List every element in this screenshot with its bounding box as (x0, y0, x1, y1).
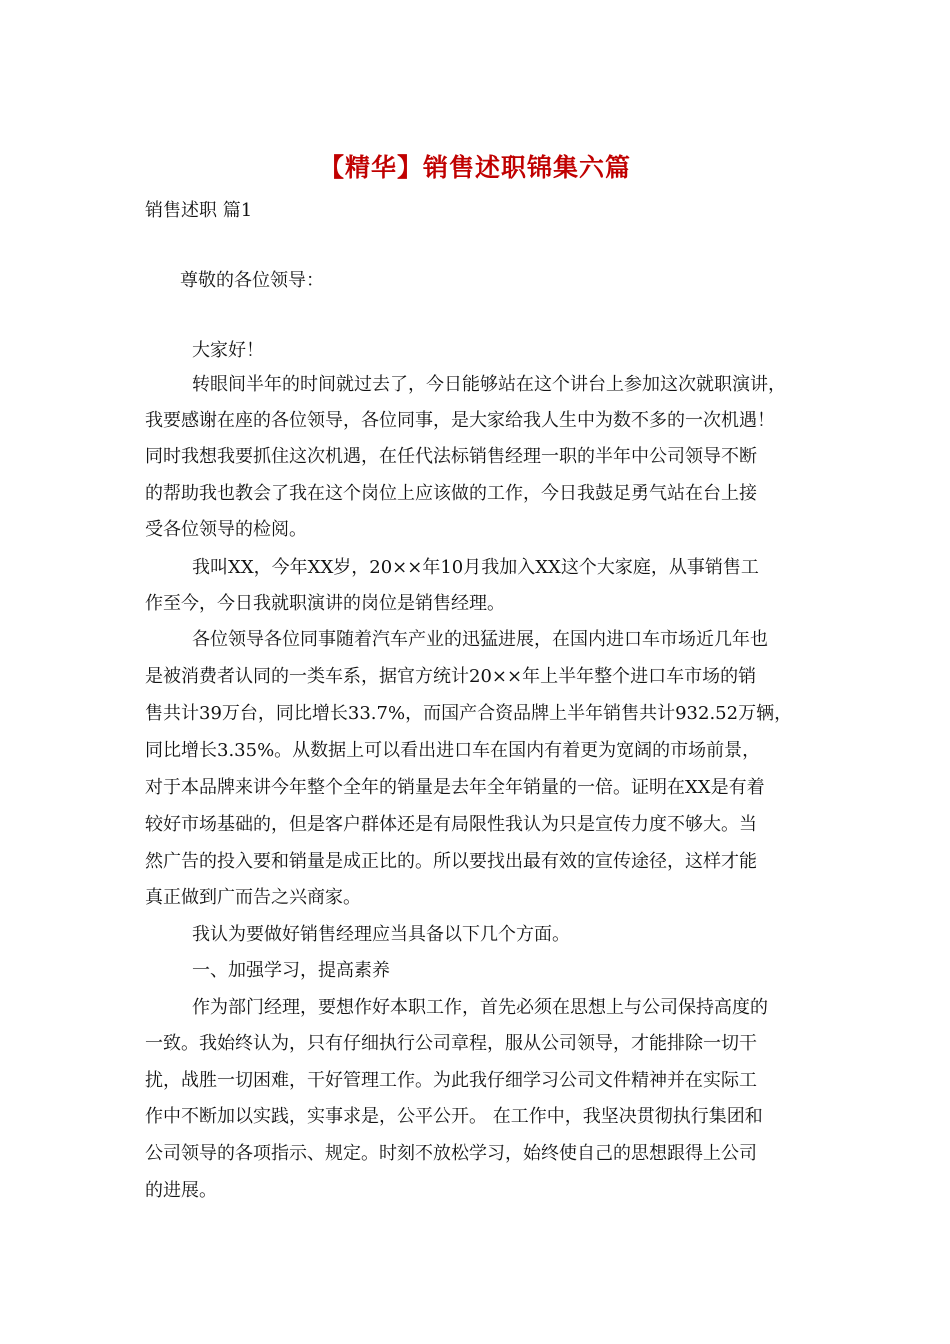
paragraph-line: 我认为要做好销售经理应当具备以下几个方面。 (192, 924, 570, 945)
paragraph-line: 的进展。 (145, 1180, 217, 1201)
paragraph-line: 较好市场基础的，但是客户群体还是有局限性我认为只是宣传力度不够大。当 (145, 814, 757, 835)
paragraph-line: 受各位领导的检阅。 (145, 519, 307, 540)
paragraph-line: 我叫XX，今年XX岁，20××年10月我加入XX这个大家庭，从事销售工 (192, 557, 759, 578)
paragraph-line: 真正做到广而告之兴商家。 (145, 887, 361, 908)
salutation: 尊敬的各位领导： (180, 270, 324, 291)
paragraph-line: 作中不断加以实践，实事求是，公平公开。 在工作中，我坚决贯彻执行集团和 (145, 1106, 763, 1127)
paragraph-line: 各位领导各位同事随着汽车产业的迅猛进展，在国内进口车市场近几年也 (192, 629, 768, 650)
paragraph-line: 一致。我始终认为，只有仔细执行公司章程，服从公司领导，才能排除一切干 (145, 1033, 757, 1054)
subsection-heading: 一、加强学习，提高素养 (192, 960, 390, 981)
paragraph-line: 售共计39万台，同比增长33.7%，而国产合资品牌上半年销售共计932.52万辆， (145, 703, 793, 724)
greeting: 大家好！ (192, 340, 264, 361)
paragraph-line: 转眼间半年的时间就过去了，今日能够站在这个讲台上参加这次就职演讲， (192, 374, 786, 395)
section-heading: 销售述职 篇1 (145, 200, 253, 221)
paragraph-line: 同比增长3.35%。从数据上可以看出进口车在国内有着更为宽阔的市场前景， (145, 740, 761, 761)
paragraph-line: 同时我想我要抓住这次机遇，在任代法标销售经理一职的半年中公司领导不断 (145, 446, 757, 467)
paragraph-line: 扰，战胜一切困难，干好管理工作。为此我仔细学习公司文件精神并在实际工 (145, 1070, 757, 1091)
paragraph-line: 作为部门经理，要想作好本职工作，首先必须在思想上与公司保持高度的 (192, 997, 768, 1018)
paragraph-line: 是被消费者认同的一类车系，据官方统计20××年上半年整个进口车市场的销 (145, 666, 757, 687)
document-title: 【精华】销售述职锦集六篇 (318, 153, 631, 182)
paragraph-line: 作至今，今日我就职演讲的岗位是销售经理。 (145, 593, 505, 614)
paragraph-line: 对于本品牌来讲今年整个全年的销量是去年全年销量的一倍。证明在XX是有着 (145, 777, 765, 798)
paragraph-line: 的帮助我也教会了我在这个岗位上应该做的工作，今日我鼓足勇气站在台上接 (145, 483, 757, 504)
paragraph-line: 公司领导的各项指示、规定。时刻不放松学习，始终使自己的思想跟得上公司 (145, 1143, 757, 1164)
paragraph-line: 然广告的投入要和销量是成正比的。所以要找出最有效的宣传途径，这样才能 (145, 851, 757, 872)
paragraph-line: 我要感谢在座的各位领导，各位同事，是大家给我人生中为数不多的一次机遇！ (145, 410, 775, 431)
